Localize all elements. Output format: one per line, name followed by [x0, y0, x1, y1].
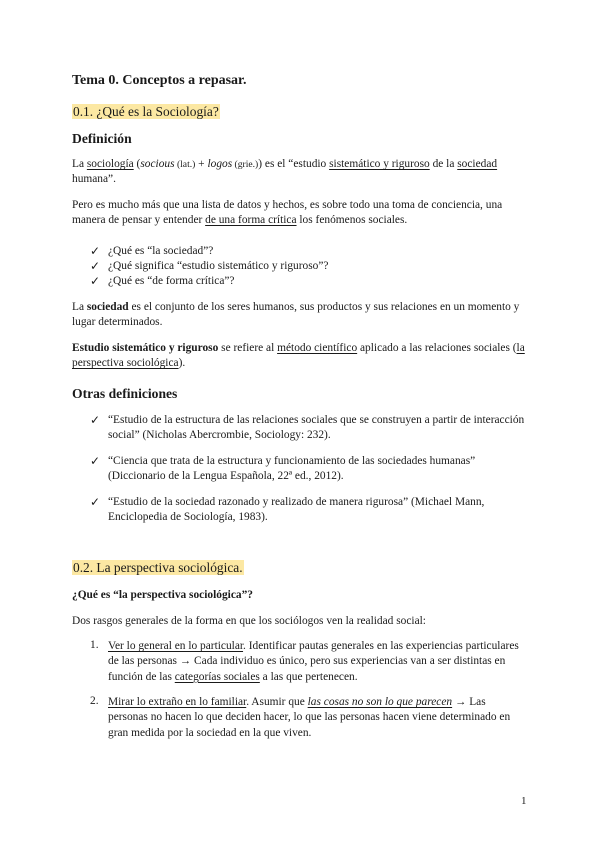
underlined-term: Ver lo general en lo particular — [108, 640, 244, 652]
underlined-term: de una forma crítica — [205, 214, 297, 227]
definition-quote: “Estudio de la estructura de las relaciones sociales que se construyen a partir de interacción social” (Nicholas Abercrombie, Sociology: 232). — [108, 414, 525, 442]
check-icon: ✓ — [90, 495, 101, 509]
underlined-italic-term — [308, 696, 452, 708]
subheading-otras: Otras definiciones — [72, 386, 178, 401]
text: a las que pertenecen. — [259, 670, 358, 683]
check-icon: ✓ — [90, 259, 101, 273]
text: ) es el “estudio — [258, 158, 330, 170]
text: es el conjunto de los seres humanos, sus productos y sus relaciones en un momento y lugar determinados. — [72, 301, 520, 329]
bold-term: Estudio sistemático y riguroso — [72, 342, 219, 354]
list-number: 2. — [90, 695, 99, 707]
text: . Identificar pautas generales en las experiencias particulares de las personas → Cada individuo es único, pero sus experiencias van a ser distintas en función de las — [108, 640, 519, 683]
small-text: (grie.) — [232, 159, 259, 170]
section-heading-1-text: 0.1. ¿Qué es la Sociología? — [73, 104, 219, 119]
check-item: ¿Qué es “la sociedad”? — [108, 245, 214, 257]
underlined-term: sistemático y riguroso — [329, 158, 430, 170]
intro-paragraph: Dos rasgos generales de la forma en que los sociólogos ven la realidad social: — [72, 615, 426, 627]
page-title: Tema 0. Conceptos a repasar. — [72, 73, 247, 88]
society-paragraph — [72, 300, 532, 331]
section-heading-2 — [72, 560, 532, 576]
text: . Asumir que — [246, 696, 308, 708]
check-icon: ✓ — [90, 244, 101, 258]
question-heading: ¿Qué es “la perspectiva sociológica”? — [72, 589, 253, 601]
text: La — [72, 158, 87, 170]
text: de la — [429, 158, 458, 170]
check-icon: ✓ — [90, 413, 101, 427]
text: + — [195, 158, 208, 170]
check-icon: ✓ — [90, 274, 101, 288]
text: humana”. — [72, 173, 116, 186]
underlined-term: método científico — [277, 342, 358, 354]
definition-paragraph — [72, 157, 532, 188]
list-item — [108, 695, 528, 741]
text: se refiere al — [218, 342, 278, 354]
text: los fenómenos sociales. — [296, 214, 408, 227]
text: Pero es mucho más que una lista de datos y hechos, es sobre todo una toma de conciencia, una manera de pensar y entender — [72, 199, 503, 227]
section-heading-2-text: 0.2. La perspectiva sociológica. — [73, 560, 243, 575]
italic-term: las cosas no son lo que parecen — [307, 696, 453, 708]
definition-quote: “Estudio de la sociedad razonado y realizado de manera rigurosa” (Michael Mann, Enciclopedia de Sociología, 1983). — [108, 496, 485, 524]
check-icon: ✓ — [90, 454, 101, 468]
section-heading-1 — [72, 104, 532, 120]
page-number: 1 — [521, 795, 527, 807]
italic-term: logos — [207, 158, 233, 170]
text: La — [72, 301, 87, 313]
critical-paragraph — [72, 198, 532, 229]
list-item — [108, 639, 528, 685]
list-number: 1. — [90, 639, 99, 651]
text: ( — [133, 158, 141, 170]
check-item: ¿Qué es “de forma crítica”? — [108, 275, 235, 287]
italic-term: socious — [140, 158, 175, 170]
definition-quote: “Ciencia que trata de la estructura y funcionamiento de las sociedades humanas” (Diccionario de la Lengua Española, 22ª ed., 2012). — [108, 455, 476, 483]
underlined-term: la perspectiva sociológica — [72, 342, 525, 370]
text: → Las personas no hacen lo que deciden hacer, lo que las personas hacen viene determinado en gran medida por la sociedad en la que viven. — [108, 696, 511, 739]
subheading-definicion: Definición — [72, 131, 132, 146]
text: aplicado a las relaciones sociales ( — [357, 342, 517, 354]
method-paragraph — [72, 341, 532, 372]
underlined-term: Mirar lo extraño en lo familiar — [108, 696, 247, 708]
small-text: (lat.) — [174, 159, 196, 170]
underlined-term: sociedad — [457, 158, 498, 170]
check-item: ¿Qué significa “estudio sistemático y riguroso”? — [108, 260, 329, 272]
underlined-term: categorías sociales — [174, 670, 260, 683]
bold-term: sociedad — [86, 301, 129, 313]
text: ). — [178, 357, 186, 370]
underlined-term: sociología — [86, 158, 134, 170]
